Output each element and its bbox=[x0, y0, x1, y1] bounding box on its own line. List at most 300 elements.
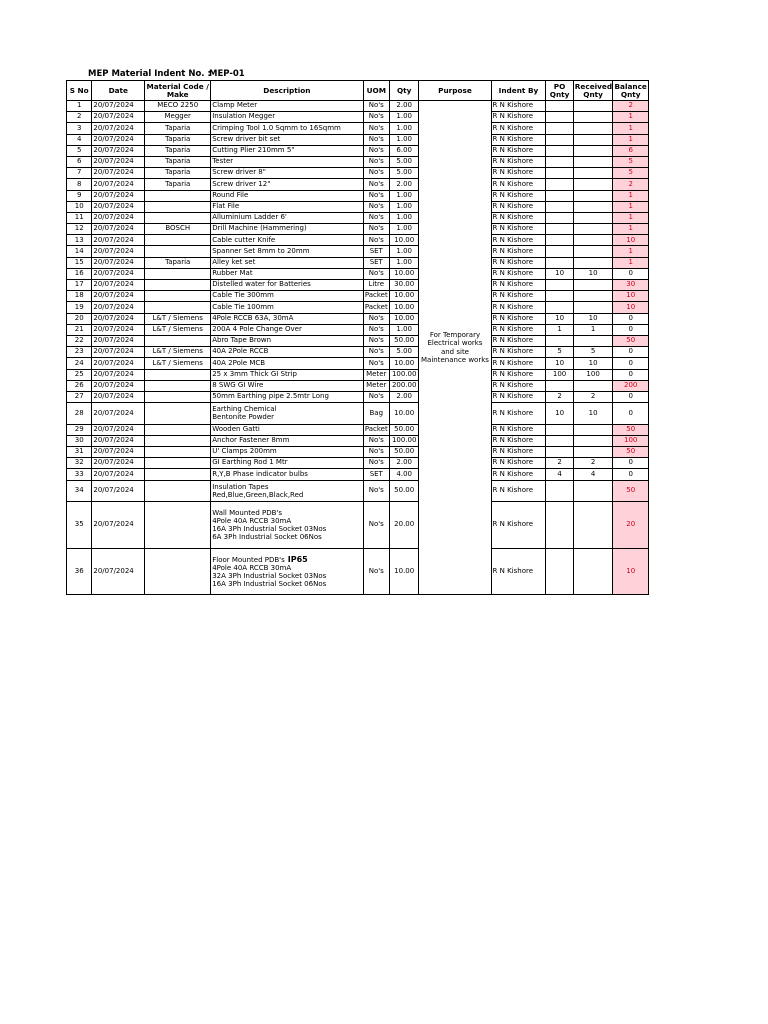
cell-balance-qty: 30 bbox=[613, 280, 649, 291]
cell-sno: 35 bbox=[67, 502, 92, 549]
cell-received-qty: 5 bbox=[573, 347, 613, 358]
cell-description: Rubber Mat bbox=[211, 268, 363, 279]
cell-uom: No's bbox=[363, 112, 389, 123]
cell-description: Drill Machine (Hammering) bbox=[211, 224, 363, 235]
cell-balance-qty: 1 bbox=[613, 201, 649, 212]
cell-uom: No's bbox=[363, 391, 389, 402]
cell-qty: 200.00 bbox=[389, 380, 418, 391]
cell-balance-qty: 2 bbox=[613, 101, 649, 112]
cell-balance-qty: 1 bbox=[613, 123, 649, 134]
description-line-text: Floor Mounted PDB's bbox=[212, 555, 285, 564]
cell-po-qty: 10 bbox=[546, 268, 573, 279]
cell-received-qty bbox=[573, 156, 613, 167]
description-line bbox=[212, 580, 361, 588]
cell-sno: 36 bbox=[67, 548, 92, 595]
header-description: Description bbox=[211, 81, 363, 101]
cell-qty: 1.00 bbox=[389, 257, 418, 268]
cell-indent-by: R N Kishore bbox=[491, 347, 546, 358]
cell-description: U' Clamps 200mm bbox=[211, 447, 363, 458]
cell-balance-qty: 50 bbox=[613, 447, 649, 458]
cell-qty: 10.00 bbox=[389, 548, 418, 595]
cell-qty: 50.00 bbox=[389, 447, 418, 458]
cell-indent-by: R N Kishore bbox=[491, 403, 546, 425]
cell-make bbox=[145, 201, 211, 212]
cell-uom: No's bbox=[363, 358, 389, 369]
cell-make bbox=[145, 246, 211, 257]
cell-po-qty bbox=[546, 235, 573, 246]
cell-indent-by: R N Kishore bbox=[491, 391, 546, 402]
cell-po-qty bbox=[546, 224, 573, 235]
cell-sno: 34 bbox=[67, 480, 92, 502]
table-row bbox=[67, 458, 649, 469]
cell-received-qty bbox=[573, 548, 613, 595]
cell-date: 20/07/2024 bbox=[92, 480, 145, 502]
cell-indent-by: R N Kishore bbox=[491, 302, 546, 313]
cell-date: 20/07/2024 bbox=[92, 302, 145, 313]
cell-make bbox=[145, 502, 211, 549]
cell-po-qty bbox=[546, 246, 573, 257]
cell-received-qty bbox=[573, 112, 613, 123]
cell-description: Crimping Tool 1.0 Sqmm to 16Sqmm bbox=[211, 123, 363, 134]
cell-indent-by: R N Kishore bbox=[491, 324, 546, 335]
cell-date: 20/07/2024 bbox=[92, 168, 145, 179]
cell-uom: No's bbox=[363, 324, 389, 335]
cell-make bbox=[145, 458, 211, 469]
table-row bbox=[67, 156, 649, 167]
cell-sno: 1 bbox=[67, 101, 92, 112]
cell-qty: 1.00 bbox=[389, 201, 418, 212]
cell-balance-qty: 1 bbox=[613, 212, 649, 223]
cell-received-qty bbox=[573, 145, 613, 156]
cell-indent-by: R N Kishore bbox=[491, 335, 546, 346]
table-row bbox=[67, 447, 649, 458]
cell-sno: 2 bbox=[67, 112, 92, 123]
cell-balance-qty: 1 bbox=[613, 246, 649, 257]
cell-uom: Packet bbox=[363, 291, 389, 302]
cell-qty: 10.00 bbox=[389, 313, 418, 324]
cell-po-qty bbox=[546, 145, 573, 156]
cell-po-qty bbox=[546, 502, 573, 549]
table-body bbox=[67, 101, 649, 595]
cell-po-qty: 10 bbox=[546, 313, 573, 324]
header-qty: Qty bbox=[389, 81, 418, 101]
cell-uom: No's bbox=[363, 335, 389, 346]
table-row bbox=[67, 435, 649, 446]
cell-sno: 29 bbox=[67, 424, 92, 435]
cell-po-qty bbox=[546, 123, 573, 134]
cell-po-qty: 10 bbox=[546, 403, 573, 425]
cell-sno: 4 bbox=[67, 134, 92, 145]
ip-rating-label: IP65 bbox=[287, 554, 308, 564]
cell-date: 20/07/2024 bbox=[92, 280, 145, 291]
cell-uom: No's bbox=[363, 123, 389, 134]
cell-indent-by: R N Kishore bbox=[491, 280, 546, 291]
cell-po-qty bbox=[546, 257, 573, 268]
cell-sno: 26 bbox=[67, 380, 92, 391]
cell-date: 20/07/2024 bbox=[92, 246, 145, 257]
cell-description: Clamp Meter bbox=[211, 101, 363, 112]
cell-make: BOSCH bbox=[145, 224, 211, 235]
description-line bbox=[212, 572, 361, 580]
cell-make: Taparia bbox=[145, 179, 211, 190]
cell-uom: SET bbox=[363, 246, 389, 257]
cell-qty: 2.00 bbox=[389, 179, 418, 190]
description-line bbox=[212, 517, 361, 525]
cell-date: 20/07/2024 bbox=[92, 156, 145, 167]
cell-indent-by: R N Kishore bbox=[491, 112, 546, 123]
cell-qty: 2.00 bbox=[389, 391, 418, 402]
cell-received-qty bbox=[573, 134, 613, 145]
description-line-text: 4Pole 40A RCCB 30mA bbox=[212, 563, 292, 572]
table-row bbox=[67, 335, 649, 346]
table-row bbox=[67, 145, 649, 156]
cell-po-qty bbox=[546, 380, 573, 391]
cell-indent-by: R N Kishore bbox=[491, 268, 546, 279]
description-line-text: 4Pole 40A RCCB 30mA bbox=[212, 516, 292, 525]
cell-qty: 50.00 bbox=[389, 480, 418, 502]
cell-uom: No's bbox=[363, 156, 389, 167]
cell-description: Screw driver 8" bbox=[211, 168, 363, 179]
cell-sno: 12 bbox=[67, 224, 92, 235]
cell-make bbox=[145, 335, 211, 346]
cell-date: 20/07/2024 bbox=[92, 548, 145, 595]
cell-qty: 4.00 bbox=[389, 469, 418, 480]
cell-po-qty bbox=[546, 190, 573, 201]
cell-received-qty: 10 bbox=[573, 403, 613, 425]
table-row bbox=[67, 369, 649, 380]
cell-sno: 11 bbox=[67, 212, 92, 223]
description-line bbox=[212, 405, 361, 413]
cell-sno: 6 bbox=[67, 156, 92, 167]
cell-make bbox=[145, 190, 211, 201]
cell-description: Cutting Plier 210mm 5" bbox=[211, 145, 363, 156]
cell-description: Wooden Gatti bbox=[211, 424, 363, 435]
cell-balance-qty: 10 bbox=[613, 302, 649, 313]
cell-sno: 28 bbox=[67, 403, 92, 425]
cell-description: Alley ket set bbox=[211, 257, 363, 268]
cell-indent-by: R N Kishore bbox=[491, 201, 546, 212]
cell-received-qty: 2 bbox=[573, 458, 613, 469]
cell-balance-qty: 50 bbox=[613, 424, 649, 435]
cell-po-qty: 2 bbox=[546, 391, 573, 402]
cell-sno: 18 bbox=[67, 291, 92, 302]
table-row bbox=[67, 469, 649, 480]
description-line-text: 16A 3Ph Industrial Socket 06Nos bbox=[212, 580, 327, 589]
cell-balance-qty: 1 bbox=[613, 257, 649, 268]
cell-balance-qty: 1 bbox=[613, 190, 649, 201]
cell-balance-qty: 0 bbox=[613, 313, 649, 324]
cell-po-qty bbox=[546, 156, 573, 167]
cell-balance-qty: 5 bbox=[613, 156, 649, 167]
cell-date: 20/07/2024 bbox=[92, 424, 145, 435]
table-row bbox=[67, 502, 649, 549]
cell-date: 20/07/2024 bbox=[92, 224, 145, 235]
cell-po-qty bbox=[546, 335, 573, 346]
cell-sno: 33 bbox=[67, 469, 92, 480]
cell-description: GI Earthing Rod 1 Mtr bbox=[211, 458, 363, 469]
cell-description: Alluminium Ladder 6' bbox=[211, 212, 363, 223]
cell-balance-qty: 0 bbox=[613, 268, 649, 279]
cell-indent-by: R N Kishore bbox=[491, 145, 546, 156]
cell-sno: 13 bbox=[67, 235, 92, 246]
cell-received-qty: 2 bbox=[573, 391, 613, 402]
cell-balance-qty: 10 bbox=[613, 548, 649, 595]
table-row bbox=[67, 424, 649, 435]
indent-number-label: MEP Material Indent No. : bbox=[88, 69, 211, 79]
cell-date: 20/07/2024 bbox=[92, 190, 145, 201]
cell-balance-qty: 5 bbox=[613, 168, 649, 179]
cell-uom: Bag bbox=[363, 403, 389, 425]
cell-make bbox=[145, 403, 211, 425]
table-row bbox=[67, 548, 649, 595]
cell-qty: 20.00 bbox=[389, 502, 418, 549]
cell-date: 20/07/2024 bbox=[92, 134, 145, 145]
cell-sno: 8 bbox=[67, 179, 92, 190]
cell-make: Taparia bbox=[145, 134, 211, 145]
cell-indent-by: R N Kishore bbox=[491, 502, 546, 549]
indent-number-value: MEP-01 bbox=[209, 69, 245, 79]
description-line-text: Wall Mounted PDB's bbox=[212, 508, 282, 517]
cell-uom: No's bbox=[363, 235, 389, 246]
header-date: Date bbox=[92, 81, 145, 101]
cell-received-qty: 10 bbox=[573, 268, 613, 279]
cell-po-qty bbox=[546, 134, 573, 145]
table-row bbox=[67, 224, 649, 235]
cell-received-qty bbox=[573, 257, 613, 268]
cell-description: Round File bbox=[211, 190, 363, 201]
cell-balance-qty: 50 bbox=[613, 480, 649, 502]
cell-qty: 50.00 bbox=[389, 335, 418, 346]
cell-qty: 1.00 bbox=[389, 224, 418, 235]
cell-qty: 5.00 bbox=[389, 168, 418, 179]
cell-uom: No's bbox=[363, 224, 389, 235]
table-row bbox=[67, 391, 649, 402]
cell-po-qty: 100 bbox=[546, 369, 573, 380]
table-row bbox=[67, 347, 649, 358]
table-row bbox=[67, 324, 649, 335]
table-row bbox=[67, 134, 649, 145]
cell-balance-qty: 0 bbox=[613, 403, 649, 425]
cell-po-qty bbox=[546, 424, 573, 435]
cell-uom: No's bbox=[363, 458, 389, 469]
cell-uom: No's bbox=[363, 168, 389, 179]
cell-description: 4Pole RCCB 63A, 30mA bbox=[211, 313, 363, 324]
cell-uom: No's bbox=[363, 447, 389, 458]
description-line bbox=[212, 491, 361, 499]
cell-qty: 1.00 bbox=[389, 212, 418, 223]
cell-description: Screw driver bit set bbox=[211, 134, 363, 145]
cell-uom: No's bbox=[363, 313, 389, 324]
cell-uom: No's bbox=[363, 548, 389, 595]
header-sno: S No bbox=[67, 81, 92, 101]
cell-sno: 16 bbox=[67, 268, 92, 279]
cell-sno: 21 bbox=[67, 324, 92, 335]
cell-qty: 10.00 bbox=[389, 302, 418, 313]
cell-uom: No's bbox=[363, 268, 389, 279]
cell-date: 20/07/2024 bbox=[92, 403, 145, 425]
cell-qty: 1.00 bbox=[389, 246, 418, 257]
cell-received-qty bbox=[573, 380, 613, 391]
cell-balance-qty: 0 bbox=[613, 324, 649, 335]
cell-sno: 32 bbox=[67, 458, 92, 469]
cell-description bbox=[211, 403, 363, 425]
cell-make: Megger bbox=[145, 112, 211, 123]
cell-received-qty bbox=[573, 123, 613, 134]
cell-indent-by: R N Kishore bbox=[491, 156, 546, 167]
description-line bbox=[212, 564, 361, 572]
cell-qty: 1.00 bbox=[389, 112, 418, 123]
cell-description: Insulation Megger bbox=[211, 112, 363, 123]
cell-sno: 14 bbox=[67, 246, 92, 257]
cell-qty: 30.00 bbox=[389, 280, 418, 291]
cell-balance-qty: 100 bbox=[613, 435, 649, 446]
cell-uom: Packet bbox=[363, 424, 389, 435]
table-row bbox=[67, 168, 649, 179]
cell-received-qty: 10 bbox=[573, 313, 613, 324]
cell-date: 20/07/2024 bbox=[92, 324, 145, 335]
cell-qty: 5.00 bbox=[389, 156, 418, 167]
description-line-text: 6A 3Ph Industrial Socket 06Nos bbox=[212, 532, 322, 541]
cell-received-qty bbox=[573, 291, 613, 302]
cell-uom: No's bbox=[363, 435, 389, 446]
cell-qty: 10.00 bbox=[389, 268, 418, 279]
cell-make: Taparia bbox=[145, 123, 211, 134]
cell-description: 25 x 3mm Thick GI Strip bbox=[211, 369, 363, 380]
cell-indent-by: R N Kishore bbox=[491, 224, 546, 235]
cell-make bbox=[145, 302, 211, 313]
cell-make bbox=[145, 469, 211, 480]
cell-sno: 25 bbox=[67, 369, 92, 380]
cell-description: Flat File bbox=[211, 201, 363, 212]
cell-make bbox=[145, 369, 211, 380]
cell-qty: 100.00 bbox=[389, 369, 418, 380]
cell-description: Anchor Fastener 8mm bbox=[211, 435, 363, 446]
cell-date: 20/07/2024 bbox=[92, 201, 145, 212]
cell-balance-qty: 0 bbox=[613, 458, 649, 469]
cell-description: Cable cutter Knife bbox=[211, 235, 363, 246]
cell-sno: 24 bbox=[67, 358, 92, 369]
cell-sno: 19 bbox=[67, 302, 92, 313]
cell-indent-by: R N Kishore bbox=[491, 291, 546, 302]
cell-sno: 27 bbox=[67, 391, 92, 402]
cell-received-qty bbox=[573, 480, 613, 502]
cell-po-qty bbox=[546, 179, 573, 190]
cell-balance-qty: 1 bbox=[613, 134, 649, 145]
cell-balance-qty: 50 bbox=[613, 335, 649, 346]
cell-description: 40A 2Pole MCB bbox=[211, 358, 363, 369]
cell-sno: 15 bbox=[67, 257, 92, 268]
cell-qty: 100.00 bbox=[389, 435, 418, 446]
cell-make bbox=[145, 280, 211, 291]
cell-uom: Packet bbox=[363, 302, 389, 313]
cell-qty: 2.00 bbox=[389, 101, 418, 112]
cell-indent-by: R N Kishore bbox=[491, 190, 546, 201]
table-row bbox=[67, 190, 649, 201]
cell-received-qty bbox=[573, 280, 613, 291]
cell-received-qty bbox=[573, 447, 613, 458]
cell-date: 20/07/2024 bbox=[92, 347, 145, 358]
table-row bbox=[67, 358, 649, 369]
table-row bbox=[67, 380, 649, 391]
cell-balance-qty: 1 bbox=[613, 224, 649, 235]
cell-po-qty bbox=[546, 435, 573, 446]
description-line-text: Bentonite Powder bbox=[212, 413, 275, 422]
cell-po-qty bbox=[546, 302, 573, 313]
cell-date: 20/07/2024 bbox=[92, 369, 145, 380]
cell-date: 20/07/2024 bbox=[92, 335, 145, 346]
cell-po-qty bbox=[546, 480, 573, 502]
cell-make: L&T / Siemens bbox=[145, 347, 211, 358]
cell-balance-qty: 0 bbox=[613, 347, 649, 358]
cell-qty: 5.00 bbox=[389, 347, 418, 358]
cell-po-qty: 1 bbox=[546, 324, 573, 335]
cell-date: 20/07/2024 bbox=[92, 380, 145, 391]
cell-date: 20/07/2024 bbox=[92, 145, 145, 156]
cell-received-qty bbox=[573, 101, 613, 112]
cell-received-qty bbox=[573, 302, 613, 313]
cell-balance-qty: 0 bbox=[613, 369, 649, 380]
cell-make: L&T / Siemens bbox=[145, 313, 211, 324]
header-balance-qty: Balance Qnty bbox=[614, 81, 647, 99]
cell-indent-by: R N Kishore bbox=[491, 424, 546, 435]
cell-po-qty bbox=[546, 291, 573, 302]
cell-make: L&T / Siemens bbox=[145, 358, 211, 369]
cell-date: 20/07/2024 bbox=[92, 123, 145, 134]
cell-balance-qty: 0 bbox=[613, 358, 649, 369]
cell-date: 20/07/2024 bbox=[92, 358, 145, 369]
cell-qty: 1.00 bbox=[389, 324, 418, 335]
header-row bbox=[67, 81, 649, 101]
cell-qty: 50.00 bbox=[389, 424, 418, 435]
cell-qty: 2.00 bbox=[389, 458, 418, 469]
cell-sno: 31 bbox=[67, 447, 92, 458]
cell-description: 50mm Earthing pipe 2.5mtr Long bbox=[211, 391, 363, 402]
cell-balance-qty: 2 bbox=[613, 179, 649, 190]
table-row bbox=[67, 235, 649, 246]
cell-make bbox=[145, 212, 211, 223]
cell-make bbox=[145, 268, 211, 279]
cell-description: Screw driver 12" bbox=[211, 179, 363, 190]
cell-make bbox=[145, 548, 211, 595]
cell-po-qty: 5 bbox=[546, 347, 573, 358]
cell-make: L&T / Siemens bbox=[145, 324, 211, 335]
description-line-text: Insulation Tapes bbox=[212, 482, 269, 491]
table-row bbox=[67, 246, 649, 257]
cell-indent-by: R N Kishore bbox=[491, 358, 546, 369]
cell-received-qty bbox=[573, 224, 613, 235]
cell-sno: 7 bbox=[67, 168, 92, 179]
table-row bbox=[67, 268, 649, 279]
cell-indent-by: R N Kishore bbox=[491, 235, 546, 246]
cell-indent-by: R N Kishore bbox=[491, 313, 546, 324]
cell-indent-by: R N Kishore bbox=[491, 458, 546, 469]
cell-sno: 22 bbox=[67, 335, 92, 346]
description-line bbox=[212, 413, 361, 421]
cell-uom: Meter bbox=[363, 369, 389, 380]
cell-received-qty bbox=[573, 168, 613, 179]
cell-indent-by: R N Kishore bbox=[491, 179, 546, 190]
description-line-text: 16A 3Ph Industrial Socket 03Nos bbox=[212, 524, 327, 533]
description-line bbox=[212, 483, 361, 491]
cell-purpose: For Temporary Electrical works and site Maintenance works bbox=[419, 101, 491, 595]
cell-qty: 1.00 bbox=[389, 123, 418, 134]
cell-make bbox=[145, 291, 211, 302]
description-line bbox=[212, 533, 361, 541]
cell-description: 8 SWG GI Wire bbox=[211, 380, 363, 391]
cell-qty: 6.00 bbox=[389, 145, 418, 156]
cell-po-qty: 2 bbox=[546, 458, 573, 469]
cell-uom: No's bbox=[363, 179, 389, 190]
